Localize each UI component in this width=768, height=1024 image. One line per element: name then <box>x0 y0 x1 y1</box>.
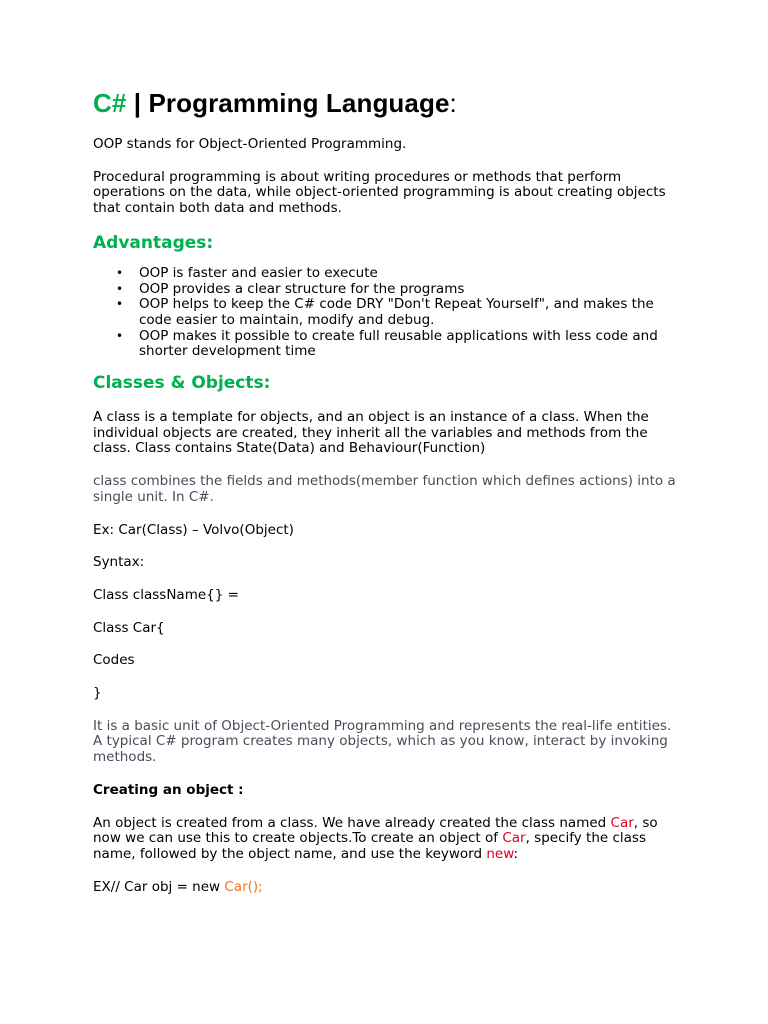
creating-object-paragraph <box>93 816 683 863</box>
list-item: • OOP makes it possible to create full reusable applications with less code and shorter development time <box>139 329 683 360</box>
page-title <box>93 86 683 120</box>
syntax-line-1: Class className{} = <box>93 586 239 603</box>
syntax-line-4: } <box>93 685 102 702</box>
object-example-line <box>93 880 683 896</box>
advantages-heading: Advantages: <box>93 232 214 253</box>
car-keyword: Car <box>610 814 634 831</box>
title-colon: : <box>449 88 457 118</box>
intro-procedural-paragraph: Procedural programming is about writing procedures or methods that perform operations on the data, while object-oriented programming is about creating objects that contain both data and methods. <box>93 168 666 217</box>
title-csharp: C# <box>93 88 127 118</box>
creating-text-3: , specify the class name, followed by the object name, and use the keyword <box>93 830 646 862</box>
example-constructor-call: Car(); <box>224 878 263 895</box>
basic-unit-paragraph: It is a basic unit of Object-Oriented Programming and represents the real-life entities. A typical C# program creates many objects, which as you know, interact by invoking methods. <box>93 717 672 766</box>
list-item: • OOP helps to keep the C# code DRY "Don't Repeat Yourself", and makes the code easier to maintain, modify and debug. <box>139 297 683 328</box>
title-text: Programming Language <box>148 88 450 118</box>
class-combines-paragraph: class combines the fields and methods(member function which defines actions) into a single unit. In C#. <box>93 473 676 505</box>
intro-oop-paragraph: OOP stands for Object-Oriented Programming. <box>93 136 407 152</box>
creating-text-4: : <box>513 845 519 862</box>
title-separator: | <box>126 88 149 118</box>
syntax-label: Syntax: <box>93 554 145 571</box>
list-item: • OOP provides a clear structure for the programs <box>139 282 683 298</box>
class-definition-paragraph: A class is a template for objects, and an object is an instance of a class. When the individual objects are created, they inherit all the variables and methods from the class. Class contains State(Data) and Behaviour(Function) <box>93 409 649 457</box>
syntax-line-3: Codes <box>93 652 135 669</box>
syntax-line-2: Class Car{ <box>93 619 165 636</box>
new-keyword: new <box>486 845 514 862</box>
car-keyword: Car <box>502 830 526 847</box>
list-item: • OOP is faster and easier to execute <box>139 266 683 282</box>
creating-text-2: , so now we can use this to create objects.To create an object of <box>93 814 658 847</box>
creating-object-heading: Creating an object : <box>93 781 244 798</box>
advantages-list <box>93 266 683 360</box>
example-prefix: EX// Car obj = new <box>93 878 225 895</box>
document-content <box>93 86 683 895</box>
classes-objects-heading: Classes & Objects: <box>93 373 271 394</box>
creating-text-1: An object is created from a class. We have already created the class named <box>93 814 611 831</box>
class-example-line: Ex: Car(Class) – Volvo(Object) <box>93 521 294 538</box>
